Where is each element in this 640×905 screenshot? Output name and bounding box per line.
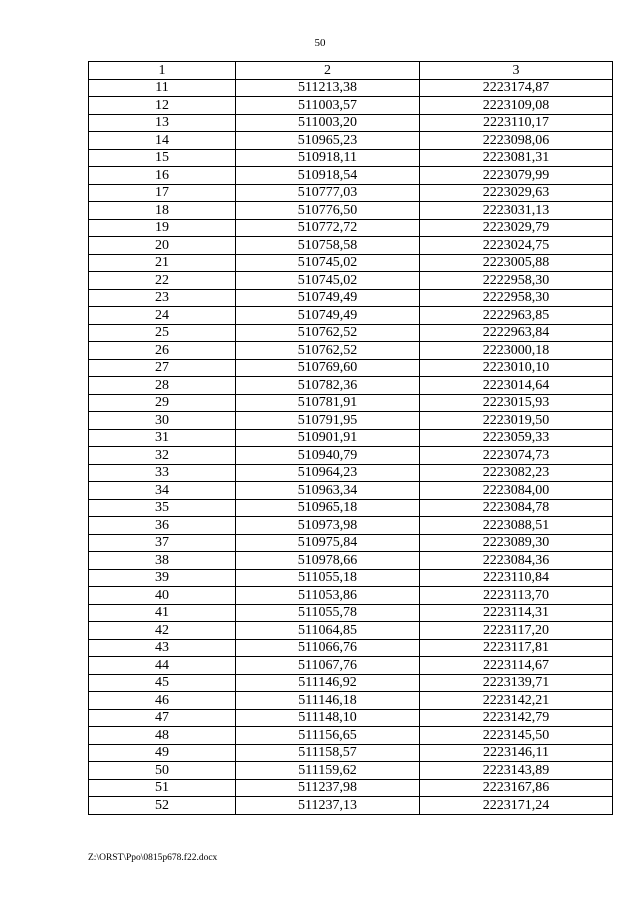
table-body <box>89 79 613 814</box>
y-coordinate-cell: 2223110,84 <box>420 569 613 587</box>
x-coordinate-cell: 510782,36 <box>236 377 420 395</box>
y-coordinate-cell: 2223005,88 <box>420 254 613 272</box>
y-coordinate-cell: 2223019,50 <box>420 412 613 430</box>
point-number-cell: 23 <box>89 289 236 307</box>
table-row <box>89 657 613 675</box>
y-coordinate-cell: 2223117,81 <box>420 639 613 657</box>
point-number-cell: 52 <box>89 797 236 815</box>
table-row <box>89 709 613 727</box>
y-coordinate-cell: 2223146,11 <box>420 744 613 762</box>
table-row <box>89 377 613 395</box>
x-coordinate-cell: 511146,92 <box>236 674 420 692</box>
y-coordinate-cell: 2222958,30 <box>420 272 613 290</box>
y-coordinate-cell: 2223098,06 <box>420 132 613 150</box>
y-coordinate-cell: 2222963,84 <box>420 324 613 342</box>
x-coordinate-cell: 511158,57 <box>236 744 420 762</box>
x-coordinate-cell: 510964,23 <box>236 464 420 482</box>
y-coordinate-cell: 2223088,51 <box>420 517 613 535</box>
x-coordinate-cell: 510918,54 <box>236 167 420 185</box>
x-coordinate-cell: 510749,49 <box>236 289 420 307</box>
x-coordinate-cell: 510758,58 <box>236 237 420 255</box>
point-number-cell: 43 <box>89 639 236 657</box>
point-number-cell: 50 <box>89 762 236 780</box>
point-number-cell: 47 <box>89 709 236 727</box>
x-coordinate-cell: 511159,62 <box>236 762 420 780</box>
y-coordinate-cell: 2223082,23 <box>420 464 613 482</box>
x-coordinate-cell: 511066,76 <box>236 639 420 657</box>
x-coordinate-cell: 510975,84 <box>236 534 420 552</box>
y-coordinate-cell: 2222958,30 <box>420 289 613 307</box>
table-row <box>89 342 613 360</box>
x-coordinate-cell: 511067,76 <box>236 657 420 675</box>
point-number-cell: 39 <box>89 569 236 587</box>
point-number-cell: 12 <box>89 97 236 115</box>
point-number-cell: 36 <box>89 517 236 535</box>
point-number-cell: 51 <box>89 779 236 797</box>
table-row <box>89 97 613 115</box>
table-row <box>89 254 613 272</box>
x-coordinate-cell: 510973,98 <box>236 517 420 535</box>
table-row <box>89 639 613 657</box>
table-row <box>89 132 613 150</box>
table-row <box>89 289 613 307</box>
y-coordinate-cell: 2223000,18 <box>420 342 613 360</box>
table-row <box>89 622 613 640</box>
y-coordinate-cell: 2223081,31 <box>420 149 613 167</box>
x-coordinate-cell: 510745,02 <box>236 272 420 290</box>
y-coordinate-cell: 2223109,08 <box>420 97 613 115</box>
x-coordinate-cell: 510918,11 <box>236 149 420 167</box>
x-coordinate-cell: 511055,18 <box>236 569 420 587</box>
x-coordinate-cell: 511053,86 <box>236 587 420 605</box>
point-number-cell: 31 <box>89 429 236 447</box>
table-row <box>89 307 613 325</box>
point-number-cell: 35 <box>89 499 236 517</box>
x-coordinate-cell: 510772,72 <box>236 219 420 237</box>
y-coordinate-cell: 2223113,70 <box>420 587 613 605</box>
table-row <box>89 517 613 535</box>
point-number-cell: 20 <box>89 237 236 255</box>
table-row <box>89 744 613 762</box>
point-number-cell: 42 <box>89 622 236 640</box>
x-coordinate-cell: 510769,60 <box>236 359 420 377</box>
x-coordinate-cell: 511213,38 <box>236 79 420 97</box>
footer-file-path: Z:\ORST\Ppo\0815p678.f22.docx <box>88 853 218 863</box>
y-coordinate-cell: 2223117,20 <box>420 622 613 640</box>
table-row <box>89 394 613 412</box>
header-row <box>89 62 613 80</box>
point-number-cell: 49 <box>89 744 236 762</box>
y-coordinate-cell: 2223084,00 <box>420 482 613 500</box>
x-coordinate-cell: 510776,50 <box>236 202 420 220</box>
y-coordinate-cell: 2223014,64 <box>420 377 613 395</box>
x-coordinate-cell: 511064,85 <box>236 622 420 640</box>
point-number-cell: 45 <box>89 674 236 692</box>
point-number-cell: 40 <box>89 587 236 605</box>
point-number-cell: 41 <box>89 604 236 622</box>
point-number-cell: 38 <box>89 552 236 570</box>
x-coordinate-cell: 510781,91 <box>236 394 420 412</box>
point-number-cell: 46 <box>89 692 236 710</box>
x-coordinate-cell: 511237,13 <box>236 797 420 815</box>
y-coordinate-cell: 2223074,73 <box>420 447 613 465</box>
table-row <box>89 692 613 710</box>
point-number-cell: 13 <box>89 114 236 132</box>
y-coordinate-cell: 2223084,36 <box>420 552 613 570</box>
x-coordinate-cell: 511146,18 <box>236 692 420 710</box>
table-row <box>89 167 613 185</box>
x-coordinate-cell: 511003,57 <box>236 97 420 115</box>
point-number-cell: 26 <box>89 342 236 360</box>
y-coordinate-cell: 2223089,30 <box>420 534 613 552</box>
table-row <box>89 149 613 167</box>
point-number-cell: 11 <box>89 79 236 97</box>
x-coordinate-cell: 510978,66 <box>236 552 420 570</box>
x-coordinate-cell: 510749,49 <box>236 307 420 325</box>
page-number: 50 <box>314 37 326 49</box>
table-row <box>89 272 613 290</box>
y-coordinate-cell: 2222963,85 <box>420 307 613 325</box>
table-row <box>89 79 613 97</box>
table-row <box>89 429 613 447</box>
point-number-cell: 18 <box>89 202 236 220</box>
table-row <box>89 674 613 692</box>
table-row <box>89 727 613 745</box>
y-coordinate-cell: 2223079,99 <box>420 167 613 185</box>
column-header-1: 1 <box>89 62 236 80</box>
table-row <box>89 114 613 132</box>
y-coordinate-cell: 2223167,86 <box>420 779 613 797</box>
point-number-cell: 24 <box>89 307 236 325</box>
x-coordinate-cell: 510965,18 <box>236 499 420 517</box>
table-row <box>89 324 613 342</box>
y-coordinate-cell: 2223145,50 <box>420 727 613 745</box>
y-coordinate-cell: 2223029,79 <box>420 219 613 237</box>
x-coordinate-cell: 510965,23 <box>236 132 420 150</box>
table-row <box>89 412 613 430</box>
y-coordinate-cell: 2223143,89 <box>420 762 613 780</box>
y-coordinate-cell: 2223029,63 <box>420 184 613 202</box>
table-row <box>89 604 613 622</box>
y-coordinate-cell: 2223139,71 <box>420 674 613 692</box>
point-number-cell: 44 <box>89 657 236 675</box>
table-row <box>89 447 613 465</box>
point-number-cell: 34 <box>89 482 236 500</box>
x-coordinate-cell: 511055,78 <box>236 604 420 622</box>
point-number-cell: 16 <box>89 167 236 185</box>
table-row <box>89 464 613 482</box>
table-row <box>89 499 613 517</box>
x-coordinate-cell: 510963,34 <box>236 482 420 500</box>
table-row <box>89 202 613 220</box>
point-number-cell: 28 <box>89 377 236 395</box>
point-number-cell: 21 <box>89 254 236 272</box>
point-number-cell: 37 <box>89 534 236 552</box>
point-number-cell: 30 <box>89 412 236 430</box>
x-coordinate-cell: 510762,52 <box>236 324 420 342</box>
point-number-cell: 29 <box>89 394 236 412</box>
point-number-cell: 22 <box>89 272 236 290</box>
table-row <box>89 359 613 377</box>
point-number-cell: 17 <box>89 184 236 202</box>
x-coordinate-cell: 511148,10 <box>236 709 420 727</box>
y-coordinate-cell: 2223142,21 <box>420 692 613 710</box>
column-header-2: 2 <box>236 62 420 80</box>
y-coordinate-cell: 2223024,75 <box>420 237 613 255</box>
table-row <box>89 762 613 780</box>
x-coordinate-cell: 510791,95 <box>236 412 420 430</box>
table-row <box>89 237 613 255</box>
table-row <box>89 219 613 237</box>
point-number-cell: 32 <box>89 447 236 465</box>
y-coordinate-cell: 2223084,78 <box>420 499 613 517</box>
y-coordinate-cell: 2223142,79 <box>420 709 613 727</box>
x-coordinate-cell: 510901,91 <box>236 429 420 447</box>
point-number-cell: 33 <box>89 464 236 482</box>
y-coordinate-cell: 2223059,33 <box>420 429 613 447</box>
x-coordinate-cell: 511156,65 <box>236 727 420 745</box>
x-coordinate-cell: 511003,20 <box>236 114 420 132</box>
x-coordinate-cell: 510762,52 <box>236 342 420 360</box>
table-row <box>89 534 613 552</box>
y-coordinate-cell: 2223031,13 <box>420 202 613 220</box>
x-coordinate-cell: 511237,98 <box>236 779 420 797</box>
table-row <box>89 482 613 500</box>
point-number-cell: 15 <box>89 149 236 167</box>
y-coordinate-cell: 2223114,67 <box>420 657 613 675</box>
y-coordinate-cell: 2223010,10 <box>420 359 613 377</box>
point-number-cell: 19 <box>89 219 236 237</box>
y-coordinate-cell: 2223015,93 <box>420 394 613 412</box>
x-coordinate-cell: 510777,03 <box>236 184 420 202</box>
point-number-cell: 48 <box>89 727 236 745</box>
y-coordinate-cell: 2223110,17 <box>420 114 613 132</box>
table-row <box>89 569 613 587</box>
table-row <box>89 797 613 815</box>
table-row <box>89 184 613 202</box>
point-number-cell: 14 <box>89 132 236 150</box>
y-coordinate-cell: 2223171,24 <box>420 797 613 815</box>
y-coordinate-cell: 2223114,31 <box>420 604 613 622</box>
point-number-cell: 27 <box>89 359 236 377</box>
x-coordinate-cell: 510745,02 <box>236 254 420 272</box>
column-header-3: 3 <box>420 62 613 80</box>
table-row <box>89 587 613 605</box>
table-header <box>89 62 613 80</box>
table-row <box>89 552 613 570</box>
table-row <box>89 779 613 797</box>
coordinates-table <box>88 61 613 815</box>
x-coordinate-cell: 510940,79 <box>236 447 420 465</box>
y-coordinate-cell: 2223174,87 <box>420 79 613 97</box>
point-number-cell: 25 <box>89 324 236 342</box>
